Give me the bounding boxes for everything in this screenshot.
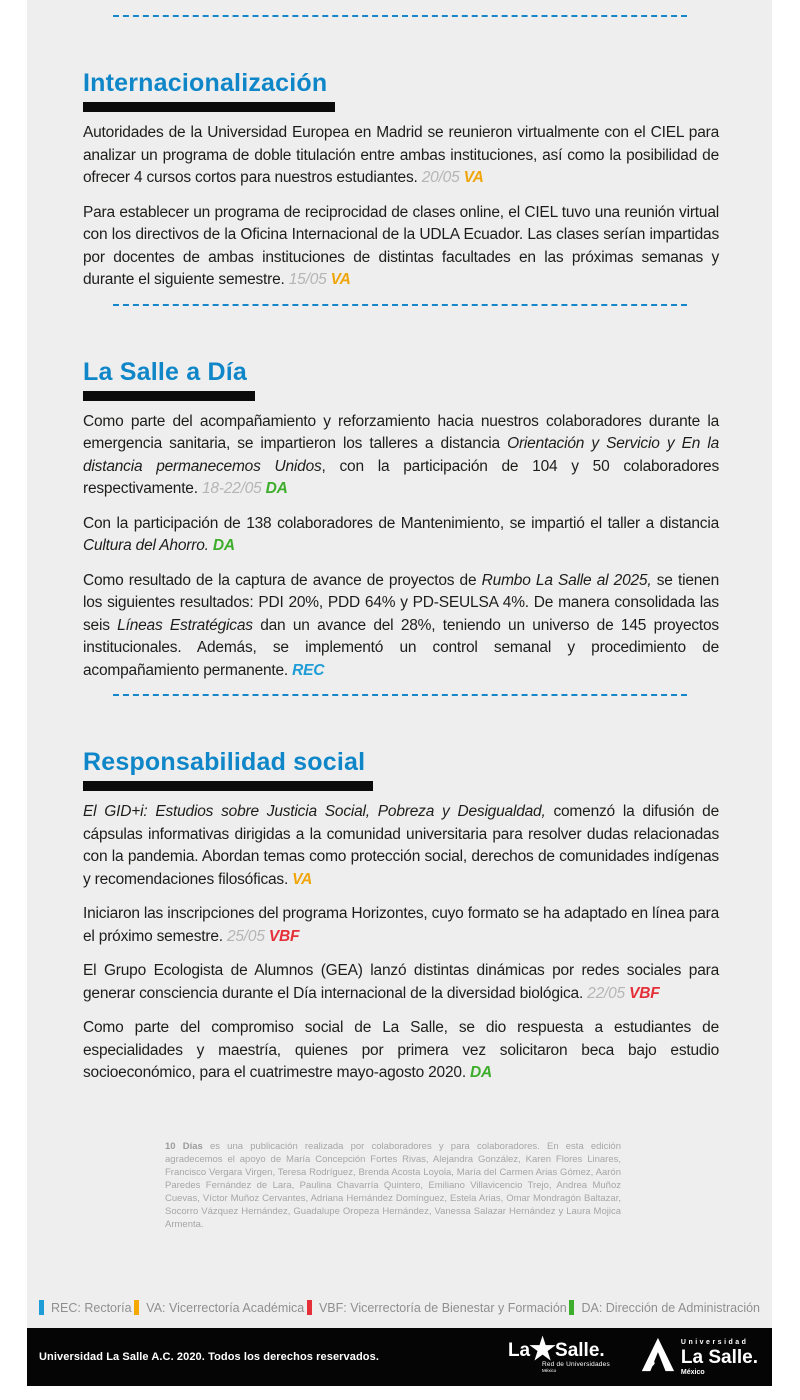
legend-color-bar xyxy=(569,1300,574,1315)
section-title: La Salle a Día xyxy=(83,358,255,401)
logo-text-salle: Salle. xyxy=(555,1339,605,1361)
paragraph-text: Rumbo La Salle al 2025, xyxy=(481,571,652,589)
universidad-lasalle-logo xyxy=(638,1336,758,1378)
date-stamp: 22/05 xyxy=(583,984,625,1002)
section-internacionalizacion xyxy=(27,15,772,292)
date-stamp: 15/05 xyxy=(284,271,327,288)
news-paragraph xyxy=(83,903,719,948)
news-paragraph xyxy=(83,411,719,501)
credits-publication-name: 10 Días xyxy=(165,1141,203,1152)
legend-item-va xyxy=(134,1300,304,1315)
copyright-text: Universidad La Salle A.C. 2020. Todos los derechos reservados. xyxy=(39,1351,379,1363)
paragraph-text: Con la participación de 138 colaboradores de Mantenimiento, se impartió el taller a distancia xyxy=(83,514,719,532)
paragraph-text: se tienen los siguientes resultados: PDI 20%, PDD 64% y PD-SEULSA 4%. De manera consolidada las seis xyxy=(83,571,719,634)
date-stamp: 18-22/05 xyxy=(197,480,262,497)
paragraph-text: Orientación y Servicio y En la distancia permanecemos Unidos xyxy=(83,435,719,475)
logo-university-main: La Salle. xyxy=(680,1346,758,1368)
legend-label: VA: Vicerrectoría Académica xyxy=(146,1300,305,1315)
footer-logos xyxy=(507,1333,758,1378)
news-paragraph xyxy=(83,1017,719,1085)
sections-container xyxy=(27,15,772,1085)
paragraph-text: Autoridades de la Universidad Europea en Madrid se reunieron virtualmente con el CIEL para analizar un programa de doble titulación entre ambas instituciones, así como la posibilidad de ofrecer 4 cursos cortos para nuestros estudiantes. xyxy=(83,124,719,186)
news-paragraph xyxy=(83,122,719,190)
paragraph-text: Iniciaron las inscripciones del programa Horizontes, cuyo formato se ha adaptado en línea para el próximo semestre. xyxy=(83,905,720,945)
dept-tag-vbf: VBF xyxy=(264,927,300,945)
dept-tag-da: DA xyxy=(208,537,235,554)
credits-block xyxy=(165,1140,621,1231)
paragraph-text: El Grupo Ecologista de Alumnos (GEA) lanzó distintas dinámicas por redes sociales para generar consciencia durante el Día internacional de la diversidad biológica. xyxy=(83,962,719,1002)
paragraph-text: Como parte del compromiso social de La Salle, se dio respuesta a estudiantes de especialidades y maestría, quienes por primera vez solicitaron beca bajo estudio socioeconómico, para el cuatrimestre mayo-agosto 2020. xyxy=(83,1019,719,1081)
dept-tag-vbf: VBF xyxy=(624,984,660,1002)
credits-text: es una publicación realizada por colaboradores y para colaboradores. En esta edición agradecemos el apoyo de María Concepción Fortes Rivas, Alejandra González, Karen Flores Linares, Francisco Vergara Virgen, Teresa Rodríguez, Brenda Acosta Loyola, María del Carmen Arias Gómez, Aarón Paredes Fernández de Lara, Paulina Chavarría Quintero, Emiliano Villavicencio Trejo, Andrea Muñoz Cuevas, Víctor Muñoz Cervantes, Adriana Hernández Domínguez, Estela Arias, Omar Mondragón Baltazar, Socorro Vázquez Hernández, Guadalupe Oropeza Hernández, Vanessa Salazar Hernández y Laura Mojica Armenta. xyxy=(165,1141,621,1230)
paragraph-text: El GID+i: Estudios sobre Justicia Social, Pobreza y Desigualdad, xyxy=(83,803,546,820)
legend-item-rec xyxy=(39,1300,132,1315)
universidad-lasalle-logo-text xyxy=(681,1339,758,1376)
dept-tag-rec: REC xyxy=(288,661,325,679)
dept-tag-da: DA xyxy=(465,1064,493,1081)
logo-text-la: La xyxy=(507,1339,531,1361)
legend-color-bar xyxy=(307,1300,312,1315)
lasalle-emblem-icon xyxy=(638,1336,676,1378)
legend-item-vbf xyxy=(307,1300,567,1315)
section-la-salle-a-dia xyxy=(27,304,772,683)
newsletter-card xyxy=(27,0,772,1386)
legend-label: DA: Dirección de Administración xyxy=(581,1300,760,1315)
logo-university-country: México xyxy=(680,1368,705,1376)
paragraph-text: comenzó la difusión de cápsulas informativas dirigidas a la comunidad universitaria para resolver dudas relacionadas con la pandemia. Abordan temas como protección social, derechos de comunidades indígenas y recomendaciones filosóficas. xyxy=(83,803,719,888)
legend-color-bar xyxy=(134,1300,139,1315)
dept-tag-va: VA xyxy=(288,870,313,888)
date-stamp: 20/05 xyxy=(417,169,460,186)
news-paragraph xyxy=(83,202,719,292)
legend-label: VBF: Vicerrectoría de Bienestar y Formación xyxy=(318,1300,567,1315)
section-title: Internacionalización xyxy=(83,69,335,112)
section-title: Responsabilidad social xyxy=(83,748,373,791)
footer-bar xyxy=(27,1328,772,1386)
legend-color-bar xyxy=(39,1300,44,1315)
section-responsabilidad-social xyxy=(27,694,772,1085)
legend-item-da xyxy=(569,1300,760,1315)
logo-network-subtitle: Red de Universidades xyxy=(541,1360,610,1368)
news-paragraph xyxy=(83,513,719,558)
dept-tag-da: DA xyxy=(261,480,288,497)
paragraph-text: Como resultado de la captura de avance de proyectos de xyxy=(83,571,482,589)
paragraph-text: Como parte del acompañamiento y reforzamiento hacia nuestros colaboradores durante la emergencia sanitaria, se impartieron los talleres a distancia xyxy=(83,412,719,452)
paragraph-text: , con la participación de 104 y 50 colaboradores respectivamente. xyxy=(83,457,719,497)
star-icon: ★ xyxy=(529,1333,557,1366)
news-paragraph xyxy=(83,960,719,1005)
news-paragraph xyxy=(83,801,719,891)
logo-network-country: México xyxy=(541,1368,557,1373)
paragraph-text: Cultura del Ahorro. xyxy=(83,537,209,554)
legend-label: REC: Rectoría xyxy=(51,1300,132,1315)
paragraph-text: dan un avance del 28%, teniendo un universo de 145 proyectos institucionales. Además, se implementó un control semanal y procedimiento de acompañamiento permanente. xyxy=(83,616,719,679)
paragraph-text: Líneas Estratégicas xyxy=(117,616,253,634)
dept-tag-va: VA xyxy=(459,169,484,186)
paragraph-text: Para establecer un programa de reciprocidad de clases online, el CIEL tuvo una reunión virtual con los directivos de la Oficina Internacional de la UDLA Ecuador. Las clases serían impartidas por docentes de ambas instituciones de distintas facultades en las próximas semanas y durante el siguiente semestre. xyxy=(83,203,719,288)
department-legend xyxy=(39,1300,760,1315)
date-stamp: 25/05 xyxy=(222,927,265,945)
news-paragraph xyxy=(83,570,719,683)
dept-tag-va: VA xyxy=(326,271,351,288)
logo-university-top: Universidad xyxy=(680,1338,749,1346)
lasalle-network-logo xyxy=(507,1333,610,1374)
